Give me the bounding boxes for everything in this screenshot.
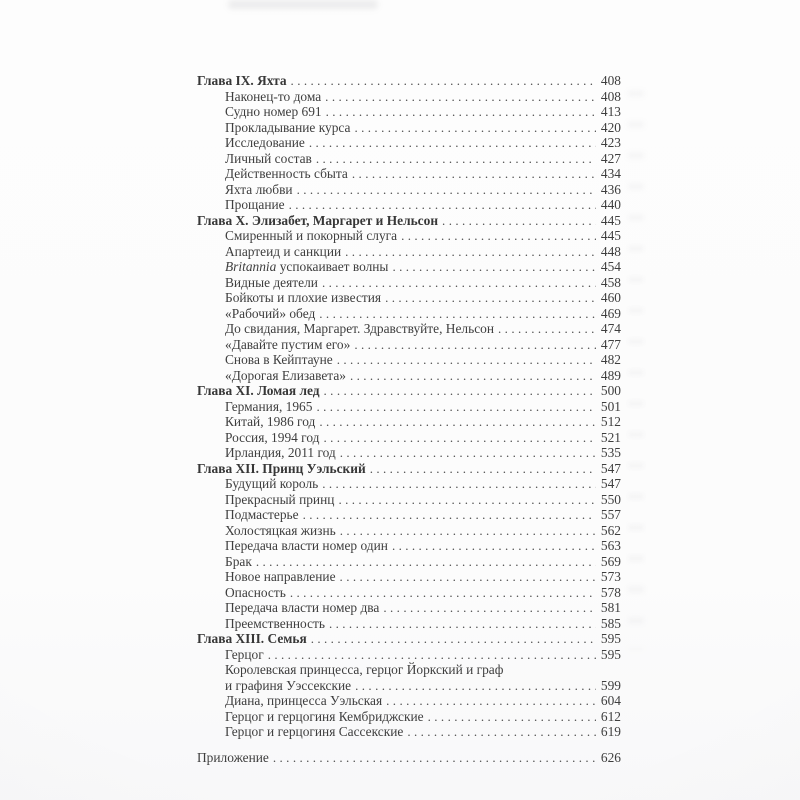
toc-dot-leader xyxy=(340,523,596,539)
toc-row xyxy=(197,73,621,89)
toc-row xyxy=(197,678,621,694)
toc-row xyxy=(197,213,621,229)
toc-entry xyxy=(225,337,350,353)
toc-entry xyxy=(197,213,438,229)
toc-entry xyxy=(225,135,305,151)
toc-page-number: 557 xyxy=(600,507,621,522)
toc-row xyxy=(197,461,621,477)
toc-entry xyxy=(225,616,325,632)
toc-row xyxy=(197,750,621,766)
toc-dot-leader xyxy=(290,585,596,601)
toc-row xyxy=(197,693,621,709)
toc-page-number: 445 xyxy=(600,228,621,243)
toc-entry xyxy=(225,259,388,275)
toc-entry-label: Брак xyxy=(225,553,252,569)
toc-entry-label: Снова в Кейптауне xyxy=(225,352,333,367)
toc-entry-label: «Дорогая Елизавета» xyxy=(225,367,346,383)
toc-page-number: 535 xyxy=(600,445,621,460)
toc-entry-label: Китай, 1986 год xyxy=(225,414,316,429)
toc-row xyxy=(197,120,621,136)
toc-entry xyxy=(225,523,336,539)
toc-entry-label: Бойкоты и плохие известия xyxy=(225,290,382,305)
toc-row xyxy=(197,352,621,368)
toc-entry-label: Смиренный и покорный слуга xyxy=(225,228,398,243)
toc-dot-leader xyxy=(316,399,595,415)
toc-entry xyxy=(225,678,351,694)
toc-entry xyxy=(225,306,315,322)
toc-entry xyxy=(225,693,382,709)
toc-dot-leader xyxy=(323,430,595,446)
toc-row xyxy=(197,492,621,508)
toc-page-number: 489 xyxy=(600,367,621,383)
toc-entry-label: «Давайте пустим его» xyxy=(225,336,351,352)
toc-row xyxy=(197,182,621,198)
toc-page-number: 427 xyxy=(600,150,621,166)
toc-row xyxy=(197,399,621,415)
toc-dot-leader xyxy=(354,120,595,136)
toc-row xyxy=(197,89,621,105)
toc-entry-label: Глава XI. Ломая лед xyxy=(197,383,320,398)
toc-entry xyxy=(225,492,334,508)
toc-page-number: 604 xyxy=(600,693,621,708)
toc-page-number: 440 xyxy=(600,197,621,212)
toc-row xyxy=(197,445,621,461)
toc-page-number: 458 xyxy=(600,274,621,290)
toc-row xyxy=(197,507,621,523)
toc-dot-leader xyxy=(352,166,596,182)
toc-row xyxy=(197,259,621,275)
toc-page-number: 612 xyxy=(600,708,621,724)
toc-row xyxy=(197,275,621,291)
toc-dot-leader xyxy=(291,73,596,89)
toc-entry xyxy=(225,244,341,260)
toc-row xyxy=(197,228,621,244)
toc-entry-label: Королевская принцесса, герцог Йоркский и граф xyxy=(225,662,504,677)
toc-page-number: 408 xyxy=(600,88,621,104)
toc-page-number: 482 xyxy=(600,352,621,367)
toc-row xyxy=(197,306,621,322)
toc-page-number: 550 xyxy=(600,491,621,507)
toc-page-number: 436 xyxy=(600,181,621,197)
toc-row xyxy=(197,430,621,446)
toc-row xyxy=(197,631,621,647)
toc-page-number: 460 xyxy=(600,290,621,305)
toc-page-number: 578 xyxy=(600,584,621,600)
toc-dot-leader xyxy=(297,182,596,198)
toc-row xyxy=(197,368,621,384)
toc-dot-leader xyxy=(322,476,596,492)
toc-entry-label: Наконец-то дома xyxy=(225,88,322,104)
toc-entry xyxy=(225,228,397,244)
toc-entry xyxy=(225,430,319,446)
toc-entry-label: Глава IX. Яхта xyxy=(197,73,287,88)
toc-dot-leader xyxy=(407,724,596,740)
toc-entry-label: Диана, принцесса Уэльская xyxy=(225,693,383,708)
toc-dot-leader xyxy=(273,750,596,766)
toc-dot-leader xyxy=(383,600,596,616)
toc-entry xyxy=(197,73,287,89)
toc-dot-leader xyxy=(324,383,596,399)
toc-page-number: 413 xyxy=(600,104,621,119)
toc-dot-leader xyxy=(319,306,596,322)
toc-entry xyxy=(225,600,379,616)
toc-dot-leader xyxy=(289,197,596,213)
toc-entry-label: Будущий король xyxy=(225,476,319,491)
toc-dot-leader xyxy=(322,275,596,291)
toc-dot-leader xyxy=(354,337,596,353)
toc-dot-leader xyxy=(309,135,596,151)
toc-page-number: 454 xyxy=(600,259,621,274)
toc-page-number: 573 xyxy=(600,569,621,584)
toc-entry-label: Глава XII. Принц Уэльский xyxy=(197,460,366,476)
toc-row xyxy=(197,538,621,554)
toc-entry xyxy=(197,631,307,647)
page-showthrough-smudge xyxy=(228,0,378,9)
toc-entry xyxy=(225,290,381,306)
toc-dot-leader xyxy=(350,368,596,384)
toc-dot-leader xyxy=(268,647,596,663)
toc-page-number: 585 xyxy=(600,615,621,631)
toc-entry xyxy=(225,321,494,337)
toc-row xyxy=(197,414,621,430)
toc-entry xyxy=(225,569,336,585)
toc-row xyxy=(197,151,621,167)
toc-page-number: 569 xyxy=(600,553,621,569)
toc-entry-label: Герцог xyxy=(225,646,264,662)
toc-entry-label: успокаивает волны xyxy=(276,259,389,274)
toc-page-number: 595 xyxy=(600,631,621,646)
toc-entry-label: До свидания, Маргарет. Здравствуйте, Нельсон xyxy=(225,321,495,336)
toc-entry-label: Подмастерье xyxy=(225,507,299,522)
toc-entry xyxy=(225,399,312,415)
toc-dot-leader xyxy=(325,89,596,105)
toc-dot-leader xyxy=(316,151,596,167)
toc-entry xyxy=(225,166,348,182)
toc-entry xyxy=(197,750,269,766)
toc-page-number: 512 xyxy=(600,414,621,429)
toc-row xyxy=(197,569,621,585)
toc-entry-label: и графиня Уэссекские xyxy=(225,677,352,693)
toc-row xyxy=(197,585,621,601)
toc-page-number: 469 xyxy=(600,305,621,321)
toc-page-number: 595 xyxy=(600,646,621,662)
toc-row xyxy=(197,724,621,740)
toc-entry-label: Прекрасный принц xyxy=(225,491,335,507)
toc-entry xyxy=(225,104,322,120)
toc-row xyxy=(197,523,621,539)
toc-entry-label: Апартеид и санкции xyxy=(225,243,342,259)
toc-entry xyxy=(225,724,403,740)
toc-entry-label: Прощание xyxy=(225,197,285,212)
toc-entry-italic-part: Britannia xyxy=(225,259,277,274)
toc-dot-leader xyxy=(401,228,596,244)
toc-page-number: 547 xyxy=(600,460,621,476)
toc-dot-leader xyxy=(345,244,596,260)
toc-page-number: 599 xyxy=(600,677,621,693)
toc-dot-leader xyxy=(442,213,596,229)
toc-entry-label: Личный состав xyxy=(225,150,312,166)
toc-page-number: 445 xyxy=(600,212,621,228)
toc-entry-label: Передача власти номер один xyxy=(225,538,388,553)
toc-entry xyxy=(225,476,318,492)
toc-entry xyxy=(225,414,315,430)
table-of-contents xyxy=(197,73,621,765)
toc-row xyxy=(197,197,621,213)
toc-entry-label: Глава XIII. Семья xyxy=(197,631,307,646)
toc-dot-leader xyxy=(428,709,596,725)
toc-page-number: 619 xyxy=(600,724,621,739)
toc-entry-label: Видные деятели xyxy=(225,274,318,290)
toc-entry xyxy=(225,709,424,725)
toc-page-number: 501 xyxy=(600,398,621,414)
toc-page-number: 563 xyxy=(600,538,621,553)
toc-dot-leader xyxy=(326,104,596,120)
toc-row xyxy=(197,600,621,616)
toc-dot-leader xyxy=(498,321,596,337)
toc-entry-label: Преемственность xyxy=(225,615,325,631)
toc-entry xyxy=(197,383,320,399)
toc-row xyxy=(197,244,621,260)
toc-dot-leader xyxy=(392,538,596,554)
toc-row xyxy=(197,647,621,663)
toc-page-number: 626 xyxy=(600,749,621,765)
toc-entry xyxy=(225,197,285,213)
toc-page-number: 434 xyxy=(600,166,621,181)
toc-row xyxy=(197,104,621,120)
toc-entry-label: Ирландия, 2011 год xyxy=(225,445,336,460)
page-showthrough-margin xyxy=(628,90,644,650)
toc-entry xyxy=(225,538,388,554)
toc-entry xyxy=(225,585,286,601)
toc-dot-leader xyxy=(256,554,596,570)
toc-entry xyxy=(225,445,336,461)
toc-entry-label: Герцог и герцогиня Сассекские xyxy=(225,724,404,739)
toc-dot-leader xyxy=(340,569,596,585)
toc-entry xyxy=(225,647,264,663)
toc-page-number: 477 xyxy=(600,336,621,352)
toc-dot-leader xyxy=(329,616,596,632)
toc-dot-leader xyxy=(385,290,596,306)
toc-entry-label: «Рабочий» обед xyxy=(225,305,316,321)
toc-entry xyxy=(225,662,503,678)
toc-entry-label: Глава X. Элизабет, Маргарет и Нельсон xyxy=(197,212,439,228)
toc-page-number: 562 xyxy=(600,522,621,538)
toc-entry-label: Действенность сбыта xyxy=(225,166,348,181)
toc-entry-label: Холостяцкая жизнь xyxy=(225,522,336,538)
toc-page-number: 547 xyxy=(600,476,621,491)
toc-row xyxy=(197,662,621,678)
toc-dot-leader xyxy=(319,414,596,430)
toc-row xyxy=(197,135,621,151)
toc-row xyxy=(197,166,621,182)
toc-dot-leader xyxy=(370,461,596,477)
toc-entry-label: Германия, 1965 xyxy=(225,398,313,414)
toc-page-number: 420 xyxy=(600,119,621,135)
toc-page-number: 408 xyxy=(600,73,621,88)
toc-page-number: 581 xyxy=(600,600,621,615)
toc-entry-label: Приложение xyxy=(197,749,269,765)
toc-page-number: 423 xyxy=(600,135,621,150)
toc-entry-label: Исследование xyxy=(225,135,305,150)
toc-dot-leader xyxy=(392,259,595,275)
toc-entry xyxy=(225,151,312,167)
toc-row xyxy=(197,554,621,570)
toc-row xyxy=(197,709,621,725)
toc-page-number: 448 xyxy=(600,243,621,259)
toc-entry-label: Герцог и герцогиня Кембриджские xyxy=(225,708,424,724)
toc-row xyxy=(197,337,621,353)
toc-row xyxy=(197,616,621,632)
toc-row xyxy=(197,290,621,306)
toc-entry-label: Передача власти номер два xyxy=(225,600,380,615)
toc-dot-leader xyxy=(340,445,596,461)
toc-row xyxy=(197,383,621,399)
toc-entry xyxy=(225,352,333,368)
toc-entry-label: Опасность xyxy=(225,584,286,600)
toc-row xyxy=(197,321,621,337)
toc-dot-leader xyxy=(386,693,596,709)
toc-entry xyxy=(225,89,321,105)
toc-page-number: 474 xyxy=(600,321,621,336)
toc-entry-label: Судно номер 691 xyxy=(225,104,322,119)
toc-entry-label: Прокладывание курса xyxy=(225,119,351,135)
toc-page-number: 500 xyxy=(600,383,621,398)
toc-entry xyxy=(225,120,350,136)
toc-entry-label: Яхта любви xyxy=(225,181,293,197)
toc-entry xyxy=(197,461,366,477)
toc-dot-leader xyxy=(338,492,595,508)
toc-dot-leader xyxy=(355,678,596,694)
toc-entry xyxy=(225,182,293,198)
toc-dot-leader xyxy=(337,352,596,368)
toc-entry xyxy=(225,507,299,523)
toc-entry xyxy=(225,368,346,384)
toc-dot-leader xyxy=(311,631,596,647)
toc-entry-label: Россия, 1994 год xyxy=(225,429,320,445)
toc-dot-leader xyxy=(303,507,596,523)
toc-row xyxy=(197,476,621,492)
toc-entry xyxy=(225,554,252,570)
toc-page-number: 521 xyxy=(600,429,621,445)
toc-entry-label: Новое направление xyxy=(225,569,336,584)
toc-entry xyxy=(225,275,318,291)
